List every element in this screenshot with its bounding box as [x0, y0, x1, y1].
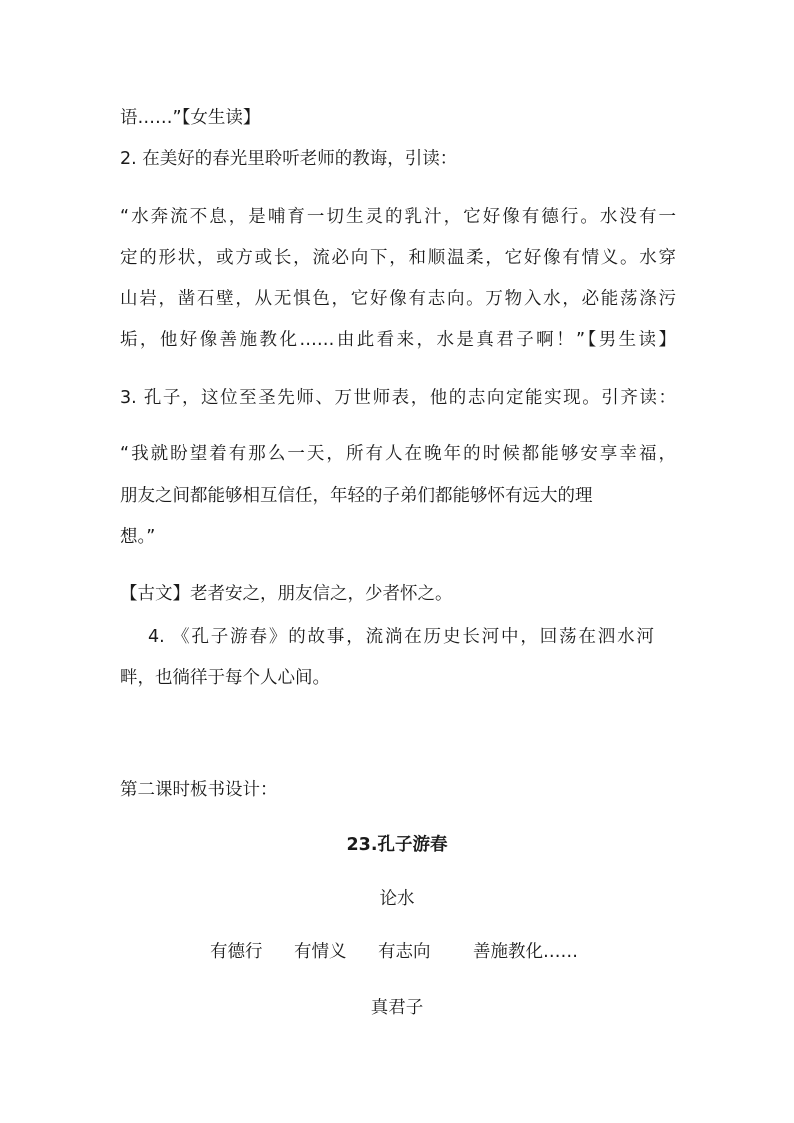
quote2-line-1: “我就盼望着有那么一天，所有人在晚年的时候都能够安享幸福， — [120, 444, 676, 464]
board-conclusion: 真君子 — [370, 998, 424, 1018]
quote2-line-2: 朋友之间都能够相互信任，年轻的子弟们都能够怀有远大的理 — [120, 486, 593, 506]
list-item-4-line-1: 4. 《孔子游春》的故事，流淌在历史长河中，回荡在泗水河 — [148, 627, 654, 647]
list-item-3: 3. 孔子，这位至圣先师、万世师表，他的志向定能实现。引齐读： — [120, 388, 676, 408]
board-subtitle: 论水 — [379, 889, 415, 909]
board-heading: 第二课时板书设计： — [120, 780, 278, 800]
classical-text: 【古文】老者安之，朋友信之，少者怀之。 — [120, 584, 453, 604]
list-item-2: 2. 在美好的春光里聆听老师的教诲，引读： — [120, 149, 458, 169]
list-item-4-line-2: 畔，也徜徉于每个人心间。 — [120, 668, 330, 688]
board-items — [0, 940, 794, 964]
quote-line-4: 垢，他好像善施教化……由此看来，水是真君子啊！”【男生读】 — [120, 330, 676, 350]
paragraph-continuation: 语……”【女生读】 — [120, 108, 261, 128]
quote2-line-3: 想。” — [120, 527, 156, 547]
board-item: 有情义 — [294, 942, 347, 962]
quote-line-2: 定的形状，或方或长，流必向下，和顺温柔，它好像有情义。水穿 — [120, 248, 676, 268]
quote-line-1: “水奔流不息，是哺育一切生灵的乳汁，它好像有德行。水没有一 — [120, 207, 676, 227]
board-item: 有志向 — [378, 942, 431, 962]
quote-line-3: 山岩，凿石壁，从无惧色，它好像有志向。万物入水，必能荡涤污 — [120, 289, 676, 309]
board-item: 有德行 — [210, 942, 263, 962]
board-item: 善施教化…… — [473, 942, 578, 962]
board-title: 23.孔子游春 — [346, 835, 448, 855]
